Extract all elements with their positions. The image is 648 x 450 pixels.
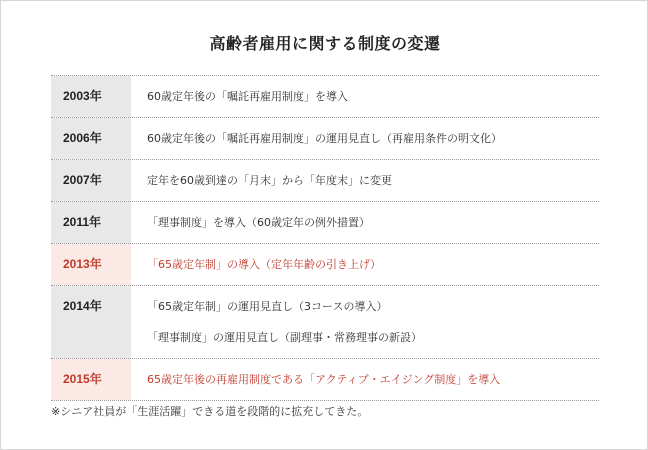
year-label: 2011年 xyxy=(63,215,102,229)
event-text: 定年を60歳到達の「月末」から「年度末」に変更 xyxy=(147,174,392,187)
year-cell xyxy=(51,118,131,159)
year-label: 2006年 xyxy=(63,131,102,145)
year-label: 2014年 xyxy=(63,299,102,313)
year-label: 2007年 xyxy=(63,173,102,187)
table-row-2011 xyxy=(51,201,599,243)
event-text: 「65歳定年制」の導入（定年年齢の引き上げ） xyxy=(147,258,381,271)
event-text: 60歳定年後の「嘱託再雇用制度」の運用見直し（再雇用条件の明文化） xyxy=(147,132,502,145)
year-cell xyxy=(51,359,131,400)
year-cell xyxy=(51,76,131,117)
year-cell xyxy=(51,160,131,201)
year-cell xyxy=(51,202,131,243)
table-row-2003 xyxy=(51,75,599,117)
year-cell xyxy=(51,286,131,358)
table-row-2013 xyxy=(51,243,599,285)
table-row-2007 xyxy=(51,159,599,201)
year-label: 2003年 xyxy=(63,89,102,103)
year-label: 2015年 xyxy=(63,372,102,386)
event-cell xyxy=(131,76,599,117)
event-text: 60歳定年後の「嘱託再雇用制度」を導入 xyxy=(147,90,348,103)
event-cell xyxy=(131,118,599,159)
year-cell xyxy=(51,244,131,285)
event-cell xyxy=(131,244,599,285)
page-title: 高齢者雇用に関する制度の変遷 xyxy=(209,34,441,53)
event-cell xyxy=(131,286,599,358)
event-cell xyxy=(131,202,599,243)
event-cell xyxy=(131,160,599,201)
event-text: 「理事制度」の運用見直し（副理事・常務理事の新設） xyxy=(147,331,422,344)
table-row-2006 xyxy=(51,117,599,159)
footnote: ※シニア社員が「生涯活躍」できる道を段階的に拡充してきた。 xyxy=(51,405,369,418)
event-text: 「65歳定年制」の運用見直し（3コースの導入） xyxy=(147,300,388,313)
timeline-table xyxy=(51,75,599,401)
event-text: 「理事制度」を導入（60歳定年の例外措置） xyxy=(147,216,370,229)
table-row-2015 xyxy=(51,358,599,401)
year-label: 2013年 xyxy=(63,257,102,271)
table-row-2014 xyxy=(51,285,599,358)
event-text: 65歳定年後の再雇用制度である「アクティブ・エイジング制度」を導入 xyxy=(147,373,501,386)
event-cell xyxy=(131,359,599,400)
